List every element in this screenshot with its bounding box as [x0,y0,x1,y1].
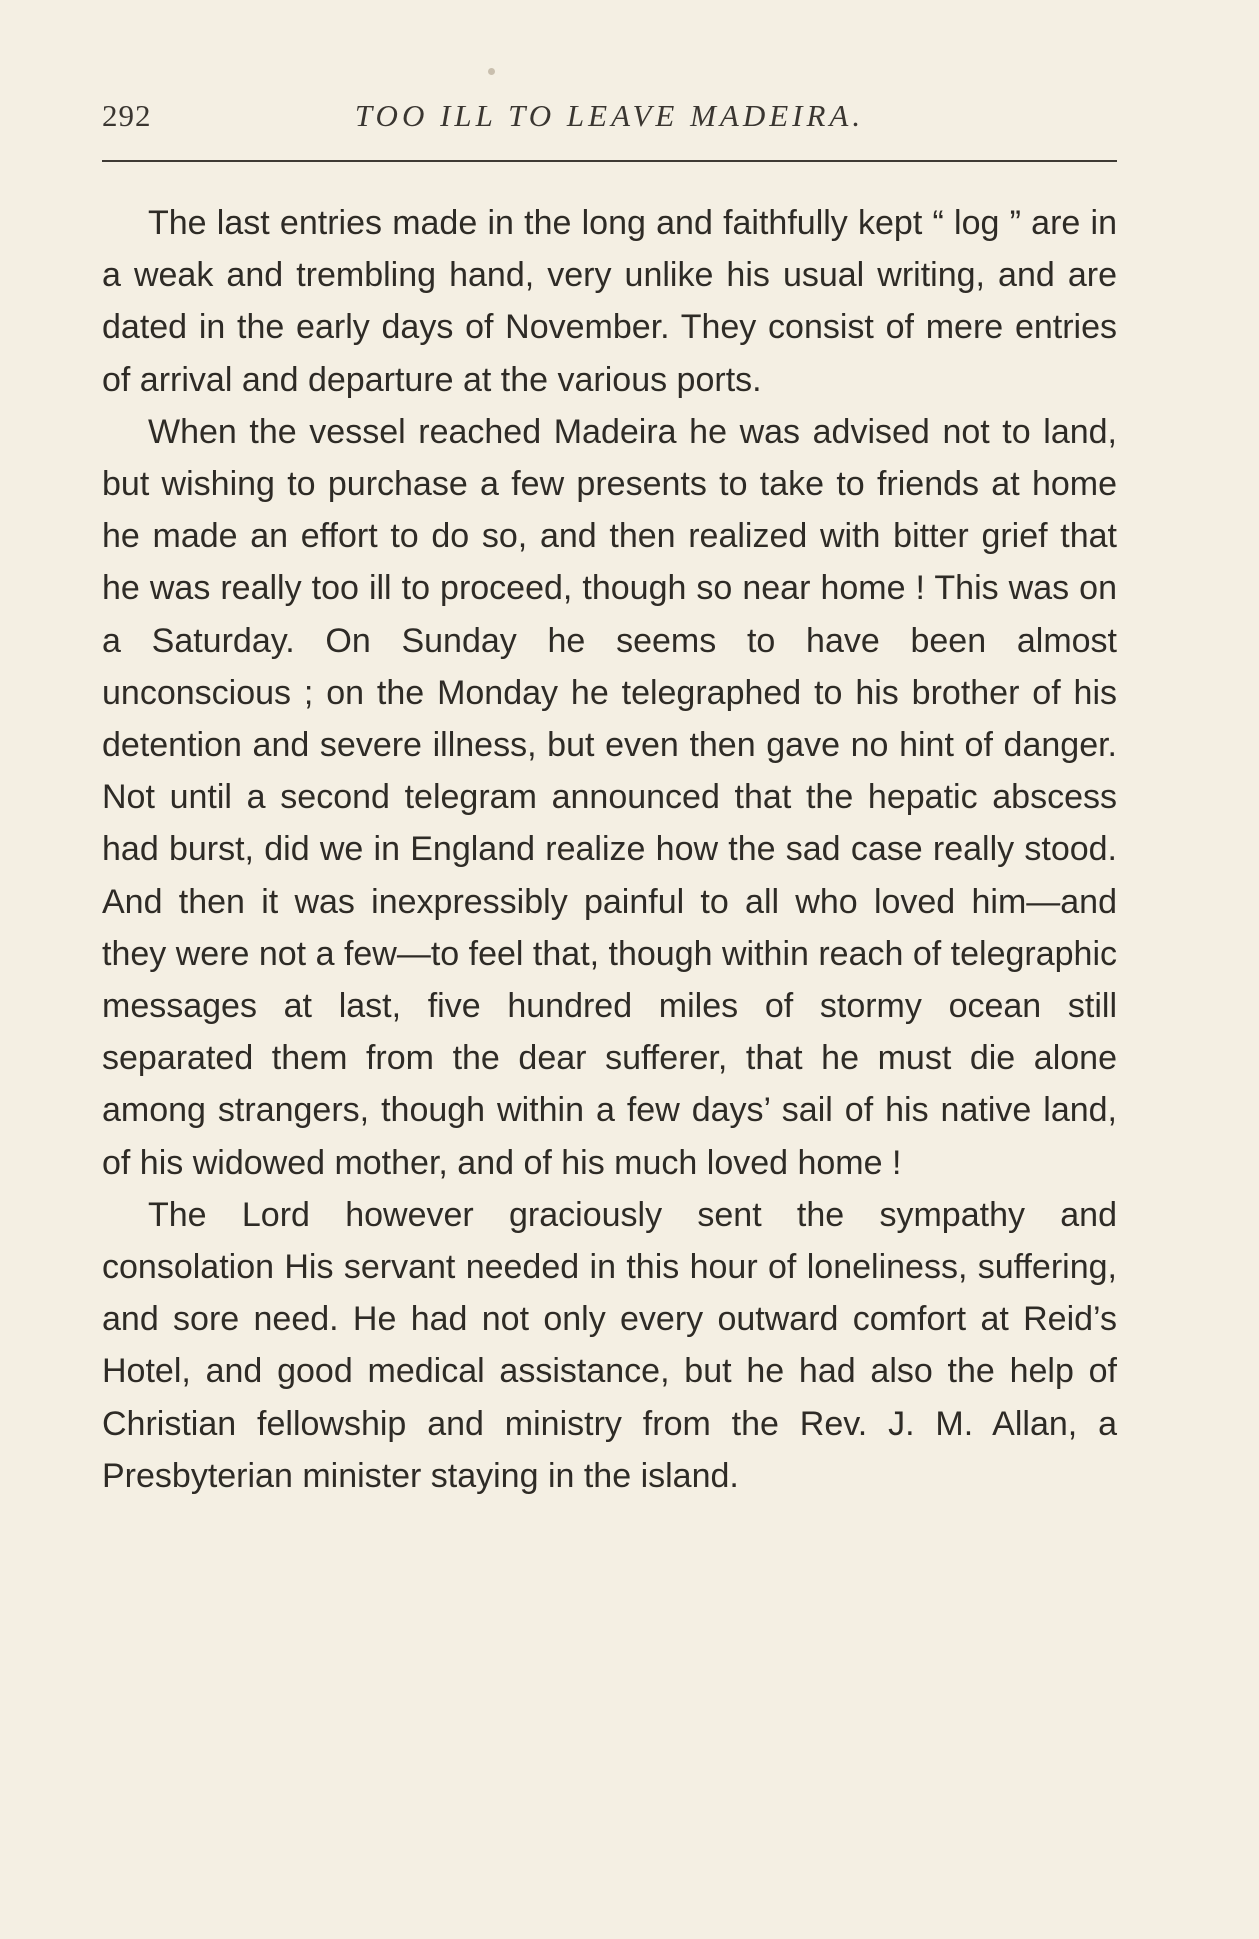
paragraph-3: The Lord however graciously sent the sympathy and consolation His servant needed in this hour of loneliness, suffering, and sore need. He had not only every outward comfort at Reid’s Hotel, and good medical assistance, but he had also the help of Christian fellowship and ministry from the Rev. J. M. Allan, a Presbyterian minister staying in the island. [102,1195,1117,1495]
header-rule [102,160,1117,162]
paragraph-2: When the vessel reached Madeira he was advised not to land, but wishing to purchase a few presents to take to friends at home he made an effort to do so, and then realized with bitter grief that he was really too ill to proceed, though so near home ! This was on a Saturday. On Sunday he seems to have been almost unconscious ; on the Monday he telegraphed to his brother of his detention and severe illness, but even then gave no hint of danger. Not until a second telegram announced that the hepatic abscess had burst, did we in England realize how the sad case really stood. And then it was inexpressibly painful to all who loved him—and they were not a few—to feel that, though within reach of telegraphic messages at last, five hundred miles of stormy ocean still separated them from the dear sufferer, that he must die alone among strangers, though within a few days’ sail of his native land, of his widowed mother, and of his much loved home ! [102,412,1117,1182]
body-text [102,197,1117,1502]
page-number: 292 [102,98,152,133]
page-header [102,92,1117,142]
running-title: TOO ILL TO LEAVE MADEIRA. [354,98,865,133]
paragraph-1: The last entries made in the long and faithfully kept “ log ” are in a weak and trembling hand, very unlike his usual writing, and are dated in the early days of November. They consist of mere entries of arrival and departure at the various ports. [102,204,1117,399]
ink-speck [488,68,495,75]
